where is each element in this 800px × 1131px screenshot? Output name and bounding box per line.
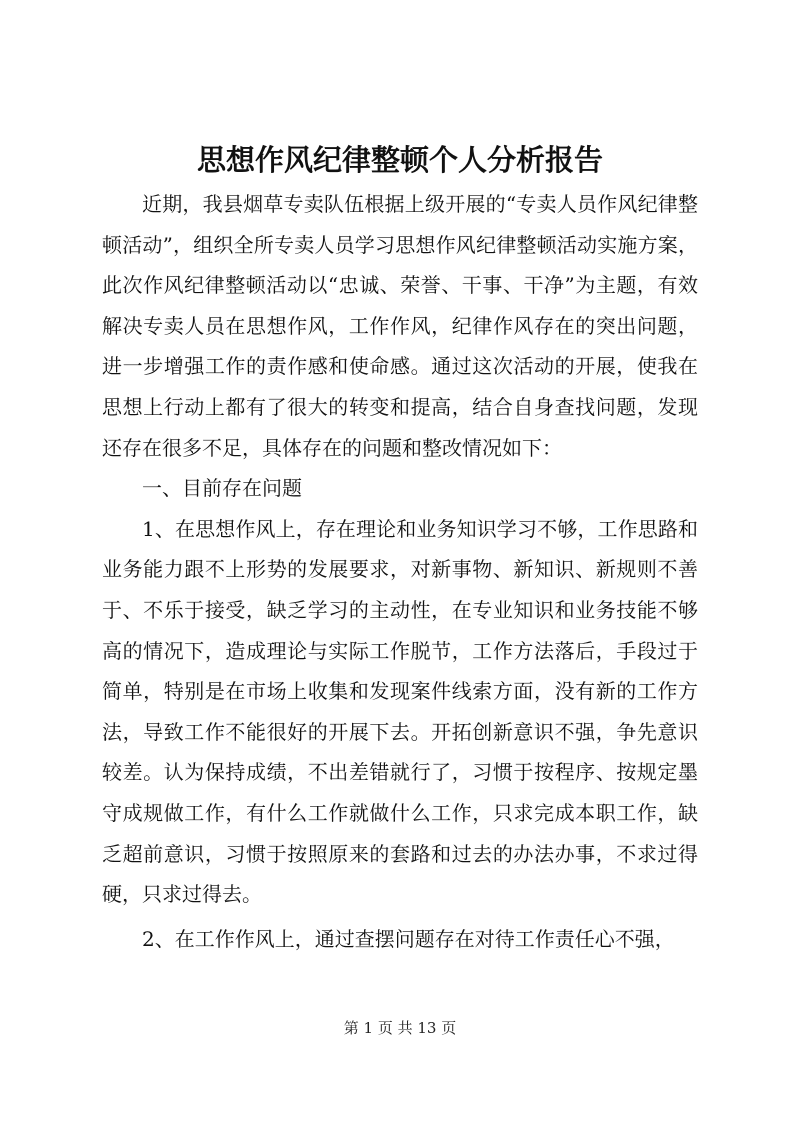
page-footer: 第 1 页 共 13 页 bbox=[343, 1019, 457, 1037]
document-title: 思想作风纪律整顿个人分析报告 bbox=[196, 143, 603, 177]
intro-paragraph: 近期，我县烟草专卖队伍根据上级开展的“专卖人员作风纪律整顿活动”，组织全所专卖人员学习思想作风纪律整顿活动实施方案，此次作风纪律整顿活动以“忠诚、荣誉、干事、干净”为主题，有效解决专卖人员在思想作风，工作作风，纪律作风存在的突出问题，进一步增强工作的责作感和使命感。通过这次活动的开展，使我在思想上行动上都有了很大的转变和提高，结合自身查找问题，发现还存在很多不足，具体存在的问题和整改情况如下： bbox=[102, 192, 698, 460]
item-2-paragraph: 2、在工作作风上，通过查摆问题存在对待工作责任心不强， bbox=[142, 926, 675, 951]
document-body bbox=[102, 184, 698, 959]
item-1-paragraph: 1、在思想作风上，存在理论和业务知识学习不够，工作思路和业务能力跟不上形势的发展要求，对新事物、新知识、新规则不善于、不乐于接受，缺乏学习的主动性，在专业知识和业务技能不够高的情况下，造成理论与实际工作脱节，工作方法落后，手段过于简单，特别是在市场上收集和发现案件线索方面，没有新的工作方法，导致工作不能很好的开展下去。开拓创新意识不强，争先意识较差。认为保持成绩，不出差错就行了，习惯于按程序、按规定墨守成规做工作，有什么工作就做什么工作，只求完成本职工作，缺乏超前意识，习惯于按照原来的套路和过去的办法办事，不求过得硬，只求过得去。 bbox=[102, 516, 698, 907]
section-heading-current-problems: 一、目前存在问题 bbox=[142, 476, 302, 501]
